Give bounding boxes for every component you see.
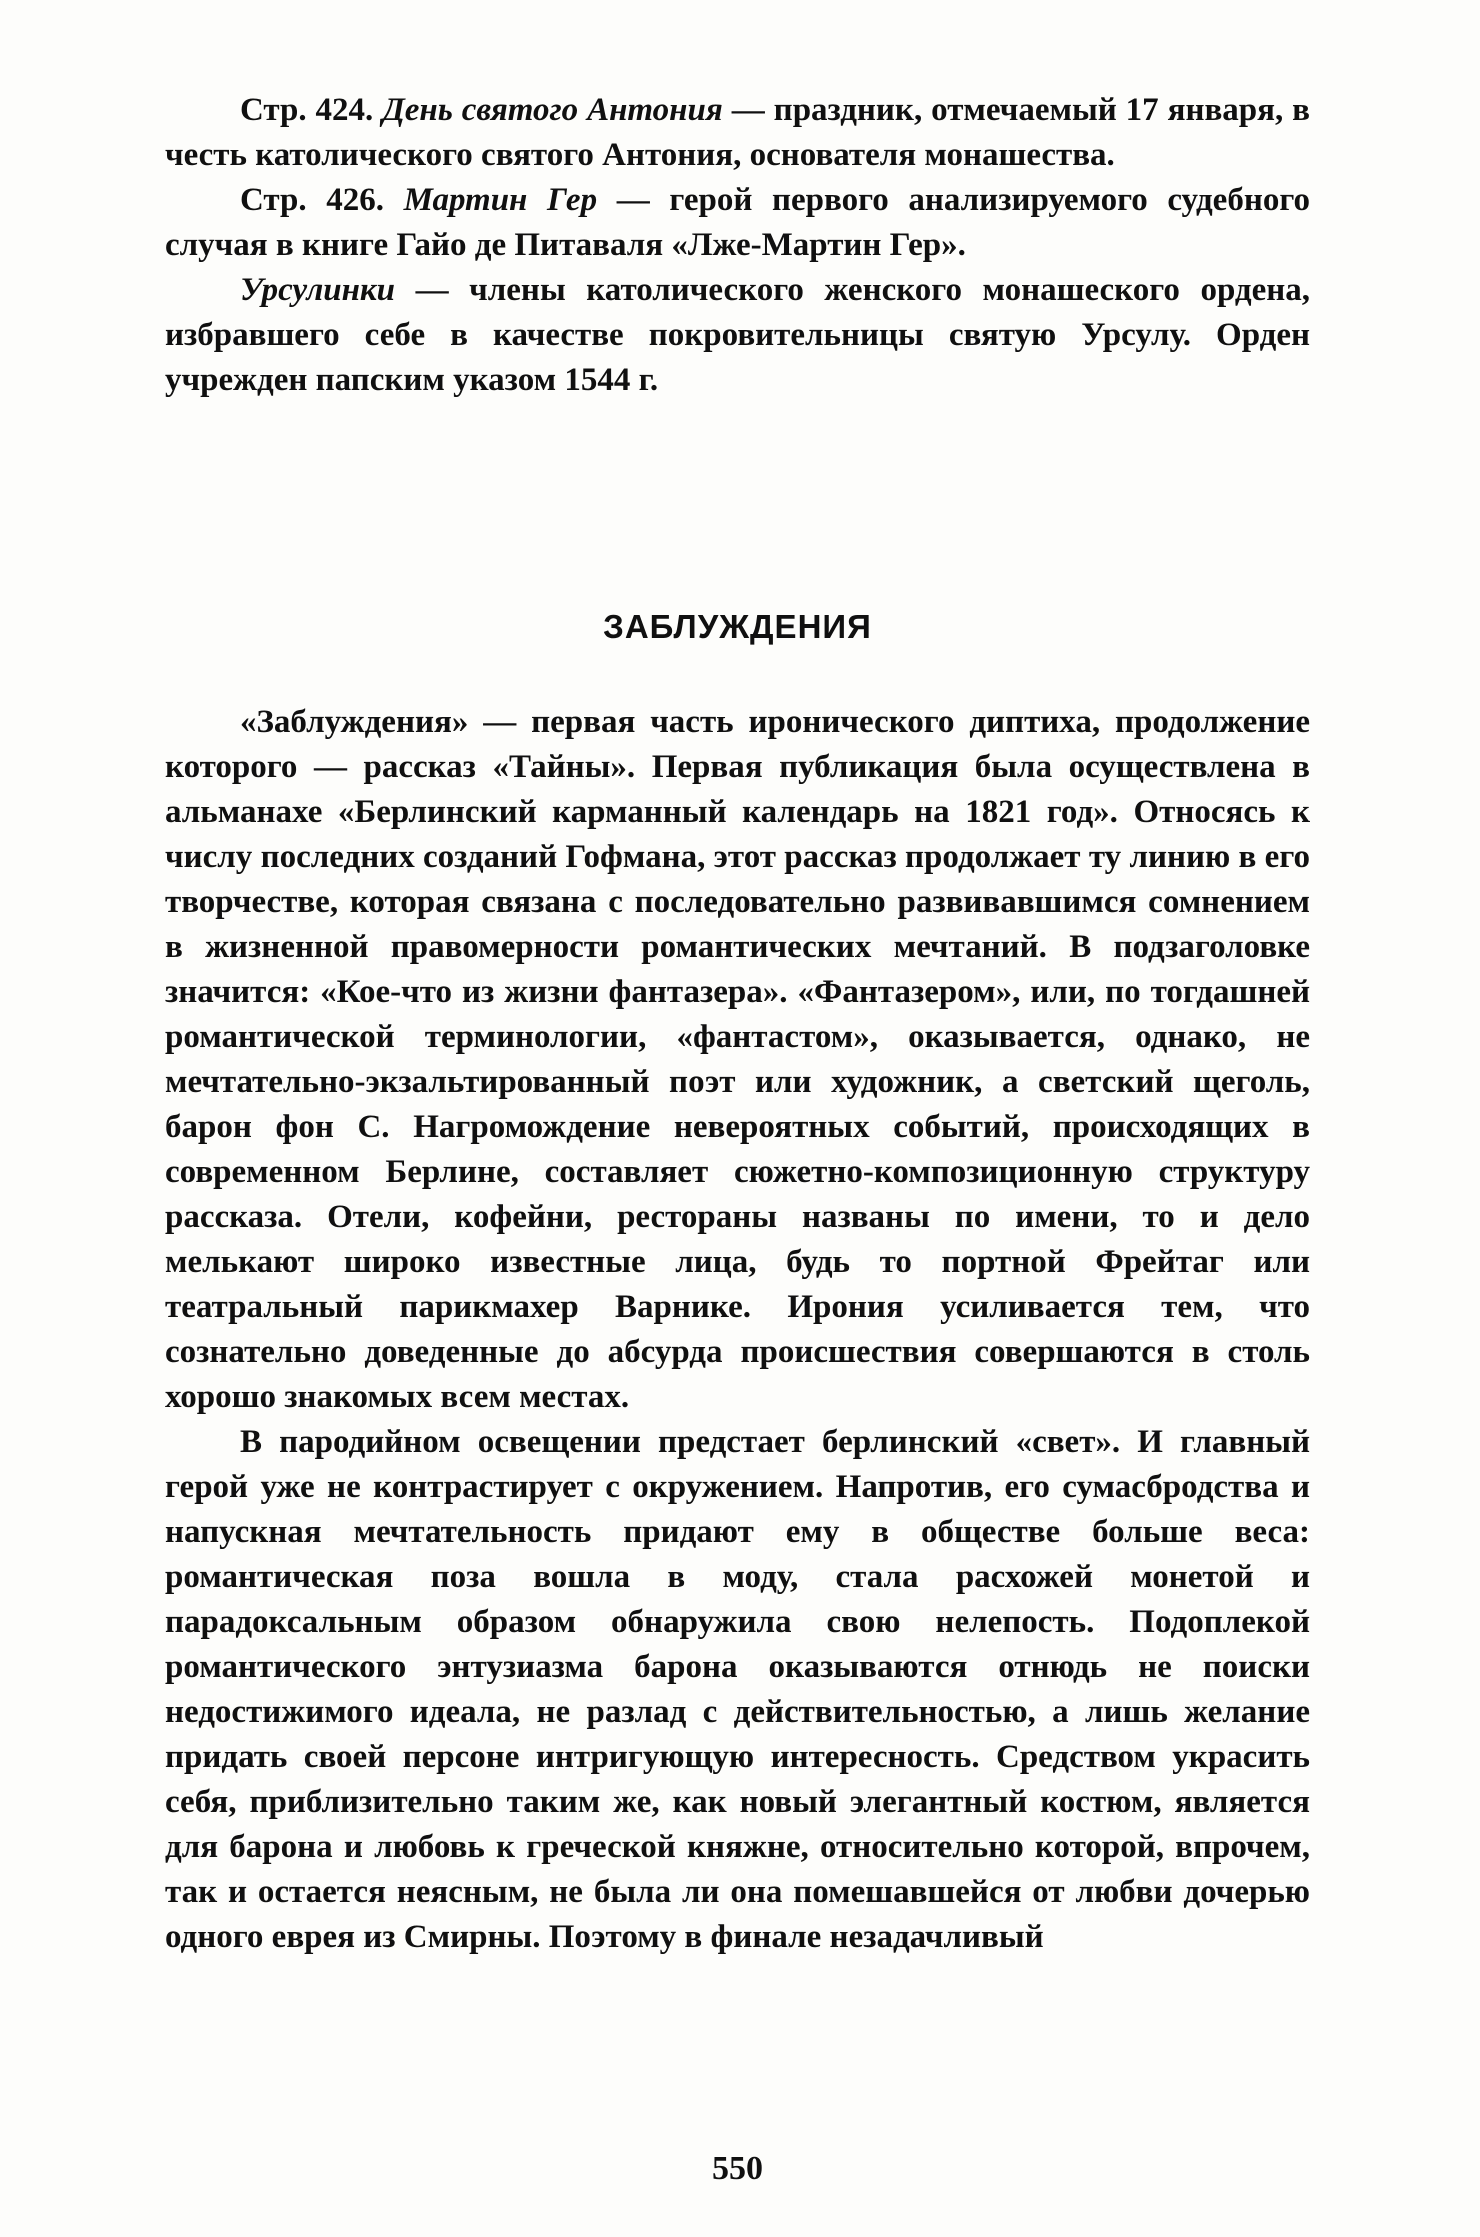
note-term: День святого Антония bbox=[382, 92, 723, 128]
commentary-body bbox=[165, 700, 1310, 1960]
note-term: Урсулинки bbox=[240, 272, 396, 308]
note-ref: Стр. 426. bbox=[240, 182, 384, 218]
note-text: — герой первого анализируемого судебного случая в книге Гайо де Питаваля «Лже-Мартин Гер». bbox=[165, 182, 1310, 263]
body-paragraph: В пародийном освещении предстает берлинский «свет». И главный герой уже не контрастирует с окружением. Напротив, его сумасбродства и напускная мечтательность придают ему в обществе больше веса: романтическая поза вошла в моду, стала расхожей монетой и парадоксальным образом обнаружила свою нелепость. Подоплекой романтического энтузиазма барона оказываются отнюдь не поиски недостижимого идеала, не разлад с действительностью, а лишь желание придать своей персоне интригующую интересность. Средством украсить себя, приблизительно таким же, как новый элегантный костюм, является для барона и любовь к греческой княжне, относительно которой, впрочем, так и остается неясным, не была ли она помешавшейся от любви дочерью одного еврея из Смирны. Поэтому в финале незадачливый bbox=[165, 1424, 1310, 1955]
body-paragraph: «Заблуждения» — первая часть иронического диптиха, продолжение которого — рассказ «Тайны». Первая публикация была осуществлена в альманахе «Берлинский карманный календарь на 1821 год». Относясь к числу последних созданий Гофмана, этот рассказ продолжает ту линию в его творчестве, которая связана с последовательно развивавшимся сомнением в жизненной правомерности романтических мечтаний. В подзаголовке значится: «Кое-что из жизни фантазера». «Фантазером», или, по тогдашней романтической терминологии, «фантастом», оказывается, однако, не мечтательно-экзальтированный поэт или художник, а светский щеголь, барон фон С. Нагромождение невероятных событий, происходящих в современном Берлине, составляет сюжетно-композиционную структуру рассказа. Отели, кофейни, рестораны названы по имени, то и дело мелькают широко известные лица, будь то портной Фрейтаг или театральный парикмахер Варнике. Ирония усиливается тем, что сознательно доведенные до абсурда происшествия совершаются в столь хорошо знакомых всем местах. bbox=[165, 704, 1310, 1415]
note-text: — члены католического женского монашеского ордена, избравшего себе в качестве покровительницы святую Урсулу. Орден учрежден папским указом 1544 г. bbox=[165, 272, 1310, 398]
note-paragraph bbox=[165, 178, 1310, 268]
note-paragraph bbox=[165, 268, 1310, 403]
note-ref: Стр. 424. bbox=[240, 92, 374, 128]
page-number: 550 bbox=[712, 2150, 763, 2187]
note-term: Мартин Гер bbox=[403, 182, 598, 218]
note-paragraph bbox=[165, 88, 1310, 178]
note-text: — праздник, отмечаемый 17 января, в честь католического святого Антония, основателя монашества. bbox=[165, 92, 1310, 173]
notes-block bbox=[165, 88, 1310, 403]
section-title: ЗАБЛУЖДЕНИЯ bbox=[603, 608, 872, 645]
